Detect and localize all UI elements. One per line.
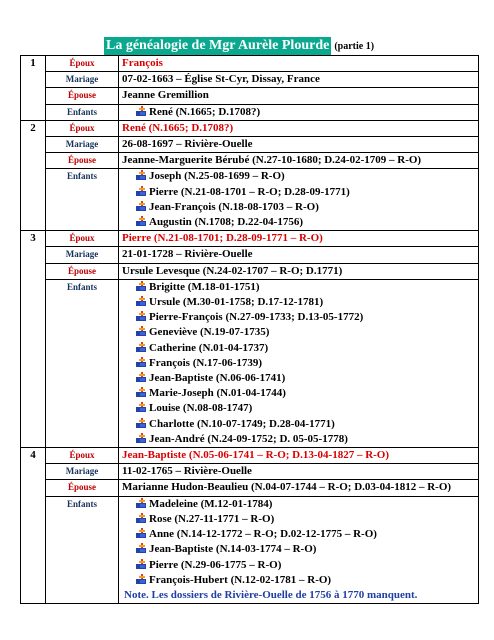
person-icon xyxy=(136,326,146,336)
child-item xyxy=(122,200,475,215)
row-label: Épouse xyxy=(46,480,119,496)
child-name: Jean-Baptiste (N.06-06-1741) xyxy=(149,372,286,385)
child-name: Joseph (N.25-08-1699 – R-O) xyxy=(149,170,285,183)
wife-name: Jeanne-Marguerite Bérubé (N.27-10-1680; D.24-02-1709 – R-O) xyxy=(122,154,422,167)
child-item xyxy=(122,401,475,416)
child-name: Charlotte (N.10-07-1749; D.28-04-1771) xyxy=(149,417,335,430)
wife-name: Ursule Levesque (N.24-02-1707 – R-O; D.1771) xyxy=(122,264,343,277)
child-item xyxy=(122,417,475,432)
generation-row-children xyxy=(21,104,479,120)
generation-row-husband xyxy=(21,120,479,136)
person-icon xyxy=(136,498,146,508)
person-icon xyxy=(136,402,146,412)
wife-name: Marianne Hudon-Beaulieu (N.04-07-1744 – R-O; D.03-04-1812 – R-O) xyxy=(122,481,452,494)
person-icon xyxy=(136,186,146,196)
generation-row-marriage xyxy=(21,247,479,263)
child-item xyxy=(122,169,475,184)
wife-cell xyxy=(119,88,479,104)
children-list xyxy=(119,104,479,120)
generation-row-wife xyxy=(21,153,479,169)
genealogy-table xyxy=(20,55,479,604)
person-icon xyxy=(136,372,146,382)
generation-row-husband xyxy=(21,448,479,464)
husband-name: Jean-Baptiste (N.05-06-1741 – R-O; D.13-04-1827 – R-O) xyxy=(122,449,390,462)
generation-number: 3 xyxy=(21,231,46,448)
child-name: Jean-André (N.24-09-1752; D. 05-05-1778) xyxy=(149,432,348,445)
child-item xyxy=(122,371,475,386)
row-label: Enfants xyxy=(46,104,119,120)
child-item xyxy=(122,325,475,340)
generation-row-wife xyxy=(21,263,479,279)
person-icon xyxy=(136,418,146,428)
child-name: François-Hubert (N.12-02-1781 – R-O) xyxy=(149,573,332,586)
row-label: Mariage xyxy=(46,72,119,88)
child-name: René (N.1665; D.1708?) xyxy=(149,105,261,118)
row-label: Époux xyxy=(46,120,119,136)
row-label: Épouse xyxy=(46,153,119,169)
child-name: Ursule (M.30-01-1758; D.17-12-1781) xyxy=(149,296,324,309)
child-item xyxy=(122,527,475,542)
husband-name: François xyxy=(122,57,163,69)
generation-row-marriage xyxy=(21,137,479,153)
child-item xyxy=(122,215,475,230)
generation-row-husband xyxy=(21,56,479,72)
wife-cell xyxy=(119,263,479,279)
person-icon xyxy=(136,543,146,553)
row-label: Enfants xyxy=(46,169,119,231)
person-icon xyxy=(136,296,146,306)
marriage-cell xyxy=(119,247,479,263)
marriage-cell xyxy=(119,137,479,153)
child-name: Pierre-François (N.27-09-1733; D.13-05-1772) xyxy=(149,311,364,324)
person-icon xyxy=(136,559,146,569)
generation-number: 2 xyxy=(21,120,46,230)
person-icon xyxy=(136,201,146,211)
page-title: La généalogie de Mgr Aurèle Plourde xyxy=(106,38,330,53)
person-icon xyxy=(136,357,146,367)
row-label: Époux xyxy=(46,448,119,464)
child-name: Jean-Baptiste (N.14-03-1774 – R-O) xyxy=(149,543,317,556)
child-item xyxy=(122,280,475,295)
person-icon xyxy=(136,281,146,291)
person-icon xyxy=(136,433,146,443)
person-icon xyxy=(136,342,146,352)
marriage-name: 21-01-1728 – Rivière-Ouelle xyxy=(122,248,253,261)
child-name: François (N.17-06-1739) xyxy=(149,356,263,369)
child-name: Jean-François (N.18-08-1703 – R-O) xyxy=(149,200,319,213)
husband-name: René (N.1665; D.1708?) xyxy=(122,121,234,134)
child-item xyxy=(122,185,475,200)
generation-row-husband xyxy=(21,231,479,247)
child-item xyxy=(122,512,475,527)
child-name: Augustin (N.1708; D.22-04-1756) xyxy=(149,216,303,229)
child-name: Madeleine (M.12-01-1784) xyxy=(149,497,273,510)
child-item xyxy=(122,105,475,120)
child-item xyxy=(122,432,475,447)
wife-cell xyxy=(119,480,479,496)
children-list xyxy=(119,279,479,447)
marriage-cell xyxy=(119,464,479,480)
person-icon xyxy=(136,170,146,180)
child-name: Geneviève (N.19-07-1735) xyxy=(149,326,270,339)
husband-cell xyxy=(119,448,479,464)
marriage-cell xyxy=(119,72,479,88)
title-row xyxy=(104,36,374,56)
row-label: Mariage xyxy=(46,464,119,480)
row-label: Épouse xyxy=(46,88,119,104)
marriage-name: 26-08-1697 – Rivière-Ouelle xyxy=(122,138,253,151)
generation-number: 4 xyxy=(21,448,46,604)
generation-row-marriage xyxy=(21,464,479,480)
generation-row-wife xyxy=(21,480,479,496)
child-name: Rose (N.27-11-1771 – R-O) xyxy=(149,512,275,525)
note-text: Note. Les dossiers de Rivière-Ouelle de 1756 à 1770 manquent. xyxy=(124,588,418,601)
generation-row-children xyxy=(21,169,479,231)
child-item xyxy=(122,542,475,557)
child-name: Pierre (N.29-06-1775 – R-O) xyxy=(149,558,282,571)
child-item xyxy=(122,497,475,512)
child-name: Pierre (N.21-08-1701 – R-O; D.28-09-1771) xyxy=(149,185,350,198)
wife-name: Jeanne Gremillion xyxy=(122,89,209,102)
row-label: Époux xyxy=(46,231,119,247)
page-subtitle: (partie 1) xyxy=(334,41,375,52)
child-name: Marie-Joseph (N.01-04-1744) xyxy=(149,387,286,400)
child-name: Anne (N.14-12-1772 – R-O; D.02-12-1775 – R-O) xyxy=(149,528,377,541)
child-item xyxy=(122,356,475,371)
person-icon xyxy=(136,574,146,584)
child-item xyxy=(122,310,475,325)
husband-cell xyxy=(119,120,479,136)
children-list xyxy=(119,169,479,231)
person-icon xyxy=(136,513,146,523)
person-icon xyxy=(136,311,146,321)
generation-row-wife xyxy=(21,88,479,104)
generation-row-children xyxy=(21,496,479,603)
person-icon xyxy=(136,216,146,226)
generation-row-marriage xyxy=(21,72,479,88)
child-name: Brigitte (M.18-01-1751) xyxy=(149,280,260,293)
row-label: Mariage xyxy=(46,247,119,263)
person-icon xyxy=(136,387,146,397)
generation-number: 1 xyxy=(21,56,46,121)
husband-name: Pierre (N.21-08-1701; D.28-09-1771 – R-O) xyxy=(122,232,323,245)
person-icon xyxy=(136,106,146,116)
row-label: Enfants xyxy=(46,279,119,447)
generation-row-children xyxy=(21,279,479,447)
children-list xyxy=(119,496,479,603)
marriage-name: 11-02-1765 – Rivière-Ouelle xyxy=(122,465,252,478)
row-label: Mariage xyxy=(46,137,119,153)
person-icon xyxy=(136,528,146,538)
child-item xyxy=(122,386,475,401)
row-label: Épouse xyxy=(46,263,119,279)
husband-cell xyxy=(119,56,479,72)
row-label: Enfants xyxy=(46,496,119,603)
husband-cell xyxy=(119,231,479,247)
row-label: Époux xyxy=(46,56,119,72)
wife-cell xyxy=(119,153,479,169)
child-item xyxy=(122,558,475,573)
child-item xyxy=(122,295,475,310)
child-name: Louise (N.08-08-1747) xyxy=(149,402,253,415)
child-item xyxy=(122,341,475,356)
marriage-name: 07-02-1663 – Église St-Cyr, Dissay, France xyxy=(122,73,320,86)
child-item xyxy=(122,573,475,588)
child-name: Catherine (N.01-04-1737) xyxy=(149,341,269,354)
